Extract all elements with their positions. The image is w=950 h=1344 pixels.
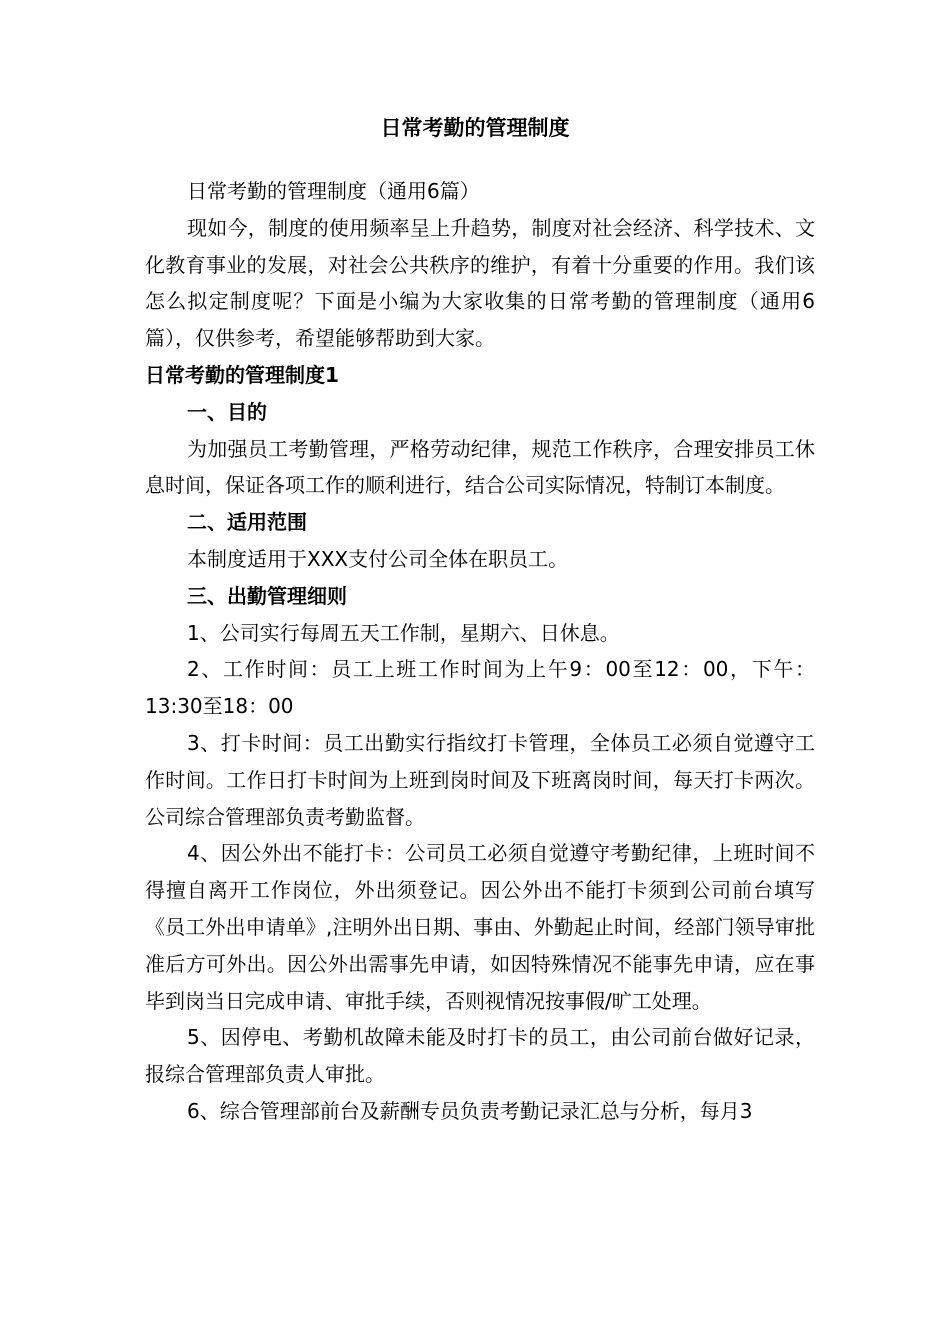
document-body — [145, 173, 815, 1130]
subtitle-paragraph: 日常考勤的管理制度（通用6篇） — [187, 179, 480, 203]
purpose-paragraph: 为加强员工考勤管理，严格劳动纪律，规范工作秩序，合理安排员工休息时间，保证各项工作的顺利进行，结合公司实际情况，特制订本制度。 — [145, 436, 815, 498]
rule-item-4: 4、因公外出不能打卡：公司员工必须自觉遵守考勤纪律，上班时间不得擅自离开工作岗位，外出须登记。因公外出不能打卡须到公司前台填写《员工外出申请单》,注明外出日期、事由、外勤起止时间，经部门领导审批准后方可外出。因公外出需事先申请，如因特殊情况不能事先申请，应在事毕到岗当日完成申请、审批手续，否则视情况按事假/旷工处理。 — [145, 841, 815, 1013]
rule-item-1: 1、公司实行每周五天工作制，星期六、日休息。 — [187, 620, 620, 645]
rule-item-3: 3、打卡时间：员工出勤实行指纹打卡管理，全体员工必须自觉遵守工作时间。工作日打卡时间为上班到岗时间及下班离岗时间，每天打卡两次。公司综合管理部负责考勤监督。 — [145, 730, 815, 829]
document-title: 日常考勤的管理制度 — [380, 116, 570, 140]
rule-item-6: 6、综合管理部前台及薪酬专员负责考勤记录汇总与分析，每月3 — [187, 1098, 753, 1123]
scope-paragraph: 本制度适用于XXX支付公司全体在职员工。 — [187, 546, 569, 571]
rule-item-2: 2、工作时间：员工上班工作时间为上午9：00至12：00，下午：13:30至18：00 — [145, 657, 815, 719]
rule-item-5: 5、因停电、考勤机故障未能及时打卡的员工，由公司前台做好记录，报综合管理部负责人审批。 — [145, 1025, 815, 1087]
purpose-heading: 一、目的 — [187, 399, 267, 424]
section-heading: 日常考勤的管理制度1 — [145, 362, 339, 387]
rules-heading: 三、出勤管理细则 — [187, 583, 347, 608]
scope-heading: 二、适用范围 — [187, 510, 307, 535]
intro-paragraph: 现如今，制度的使用频率呈上升趋势，制度对社会经济、科学技术、文化教育事业的发展，对社会公共秩序的维护，有着十分重要的作用。我们该怎么拟定制度呢？下面是小编为大家收集的日常考勤的管理制度（通用6篇），仅供参考，希望能够帮助到大家。 — [145, 215, 815, 351]
